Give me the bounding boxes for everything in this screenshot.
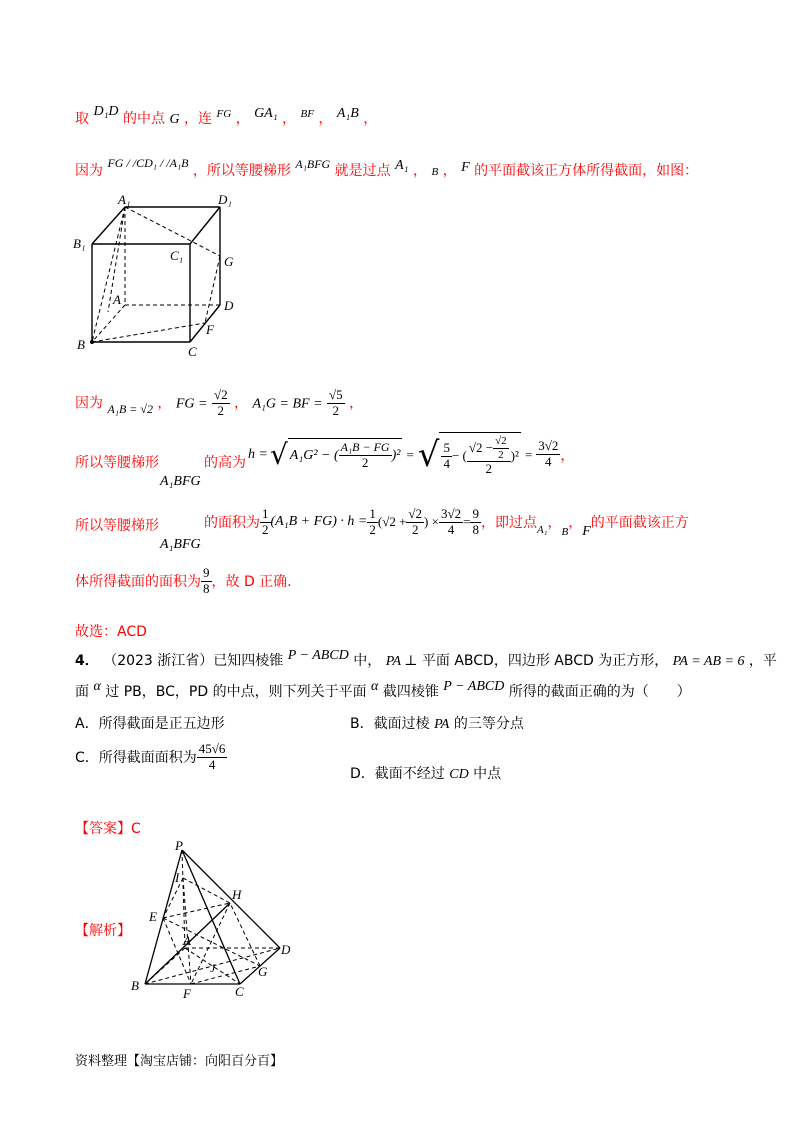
text: 所得的截面正确的为（ ） — [508, 684, 691, 700]
text: ， — [234, 395, 249, 412]
math-term: A₁G² − ( — [289, 448, 339, 464]
text: 中， — [353, 653, 382, 669]
denominator: 2 — [485, 461, 492, 477]
math-a1b: A₁B — [336, 106, 359, 121]
text: ， — [318, 111, 333, 127]
trapezoid-name — [160, 470, 201, 490]
frac-inner — [493, 435, 509, 461]
math-fg: FG — [216, 108, 232, 120]
label-j: J — [210, 961, 216, 975]
math-h: h = — [248, 446, 268, 462]
text: ， — [349, 395, 364, 412]
math-trapezoid: A₁BFG — [160, 474, 201, 489]
math-g: G — [169, 112, 180, 127]
math-pyramid: P − ABCD — [443, 679, 505, 694]
question-number: 4． — [75, 653, 99, 669]
math-parallel: FG / /CD₁ / /A₁B — [107, 156, 189, 170]
label-b: B — [77, 337, 85, 352]
analysis-tag: 【解析】 — [75, 923, 131, 939]
solution-line-2 — [75, 156, 699, 180]
denominator: 4 — [447, 521, 455, 537]
equals: = — [524, 446, 533, 462]
label-g: G — [258, 964, 268, 979]
text: ，连 — [184, 111, 213, 127]
label-i: I — [175, 870, 180, 885]
math-alpha: α — [371, 679, 379, 694]
sqrt-icon: √ — [417, 434, 440, 475]
label-c1: C₁ — [170, 248, 184, 263]
frac-3sqrt2-4 — [439, 507, 463, 538]
frac-result — [536, 439, 560, 470]
text: D．截面不经过 — [350, 766, 445, 782]
label-f: F — [183, 986, 191, 998]
math-term: = — [463, 514, 471, 530]
text: B．截面过棱 — [350, 716, 430, 732]
text: （2023 浙江省）已知四棱锥 — [103, 653, 284, 669]
text: ，故 D 正确. — [211, 574, 292, 591]
area-formula — [204, 507, 689, 538]
trapezoid-name-2 — [160, 533, 201, 553]
text: ， — [560, 447, 575, 464]
question-4-line-1 — [75, 650, 777, 670]
math-term: − ( — [451, 448, 467, 464]
math-a1: A₁ — [536, 524, 548, 537]
label-d1: D₁ — [218, 192, 232, 207]
text: 因为 — [75, 163, 103, 179]
numerator: 3√2 — [538, 438, 559, 454]
numerator: 5 — [443, 439, 450, 455]
frac-half-2 — [367, 507, 378, 538]
frac-nested — [467, 435, 511, 477]
label-p: P — [175, 838, 183, 853]
frac-half — [260, 507, 271, 538]
numerator — [467, 435, 511, 462]
math-a1: A₁ — [395, 158, 409, 173]
numerator: 9 — [203, 565, 210, 580]
frac-5-4 — [441, 441, 452, 472]
text: 所以等腰梯形 — [75, 455, 159, 471]
text: 体所得截面的面积为 — [75, 574, 201, 591]
text: 中点 — [473, 766, 502, 782]
text: ，即过点 — [480, 515, 537, 532]
label-a: A — [183, 933, 191, 948]
math-term: )² — [510, 448, 519, 464]
radicand-2 — [439, 432, 520, 477]
numerator: √2 — [213, 387, 228, 402]
numerator: 45√6 — [198, 741, 226, 756]
text: 因为 — [75, 395, 103, 412]
pyramid-figure — [125, 838, 300, 998]
denominator: 8 — [203, 580, 210, 596]
denominator: 4 — [443, 455, 450, 471]
label-c: C — [235, 984, 244, 998]
text: 的中点 — [123, 111, 165, 127]
text: 取 — [75, 111, 89, 127]
text: ，所以等腰梯形 — [192, 163, 291, 179]
numerator: 3√2 — [440, 506, 462, 521]
label-d: D — [281, 942, 291, 957]
text: C．所得截面面积为 — [75, 750, 197, 767]
label-h: H — [232, 887, 242, 902]
denominator: 2 — [332, 402, 340, 418]
text: ， — [363, 111, 378, 127]
math-trapezoid: A₁BFG — [295, 157, 331, 171]
label-b1: B₁ — [73, 236, 86, 251]
math-pa: PA — [434, 717, 450, 732]
math-pa-perp: PA ⊥ — [385, 654, 418, 669]
denominator: 2 — [217, 402, 224, 418]
denominator: 2 — [498, 448, 504, 461]
math-f: F — [461, 160, 470, 175]
math-f: F — [582, 524, 591, 540]
label-a: A — [113, 292, 121, 307]
numerator: 9 — [472, 506, 479, 521]
text: 的平面截该正方体所得截面，如图： — [474, 163, 699, 179]
math-pyramid: P − ABCD — [287, 648, 349, 663]
text: 就是过点 — [334, 163, 391, 179]
math-trapezoid: A₁BFG — [160, 537, 201, 552]
math-bf: BF — [300, 108, 314, 120]
frac-9-8 — [201, 566, 212, 597]
text: 的平面截该正方 — [590, 515, 689, 532]
denominator: 4 — [208, 756, 216, 772]
text: 的面积为 — [204, 515, 260, 532]
frac-diff — [339, 441, 392, 471]
text: ，平 — [748, 653, 777, 669]
denominator: 4 — [545, 454, 552, 470]
text: 所以等腰梯形 — [75, 518, 159, 534]
denominator: 2 — [361, 455, 369, 471]
option-d[interactable] — [350, 763, 501, 783]
denominator: 2 — [262, 521, 269, 537]
numerator: √2 — [495, 435, 507, 447]
answer-choice: 故选：ACD — [75, 624, 147, 640]
math-term: √2 − — [468, 439, 494, 455]
option-a[interactable]: A．所得截面是正五边形 — [75, 716, 225, 732]
text: 面 — [75, 684, 89, 700]
math-alpha: α — [93, 679, 101, 694]
solution-line-5 — [75, 515, 159, 535]
math-term: (√2 + — [377, 514, 407, 530]
text: ， — [235, 111, 250, 127]
frac-area — [197, 742, 228, 773]
text: ， — [412, 163, 427, 179]
solution-line-4b — [204, 452, 246, 472]
text: 平面 ABCD，四边形 ABCD 为正方形， — [421, 653, 669, 669]
frac-9-8 — [470, 507, 481, 538]
solution-line-1 — [75, 104, 378, 128]
equals: = — [406, 446, 414, 462]
option-b[interactable] — [350, 713, 524, 733]
text: 的高为 — [204, 455, 246, 471]
math-ga1: GA₁ — [254, 106, 278, 121]
label-e: E — [149, 909, 157, 924]
math-term: ) × — [424, 514, 439, 530]
math-b: B — [561, 526, 569, 539]
math-d1d: D₁D — [93, 104, 119, 119]
label-a1: A₁ — [118, 192, 131, 207]
option-c[interactable] — [75, 742, 227, 773]
text: ， — [568, 515, 583, 532]
numerator: √5 — [328, 387, 343, 402]
math-b: B — [431, 166, 439, 178]
question-4-line-2 — [75, 681, 691, 701]
denominator: 2 — [369, 521, 376, 537]
label-f: F — [206, 322, 214, 337]
solution-line-4 — [75, 452, 159, 472]
frac-a1g — [327, 388, 345, 419]
math-fg-eq: FG = — [175, 396, 208, 412]
frac-sqrt2-2 — [406, 507, 424, 538]
height-formula — [248, 432, 574, 477]
numerator: A₁B − FG — [340, 440, 390, 455]
math-pa-eq: PA = AB = 6 — [672, 654, 745, 669]
numerator: 1 — [369, 506, 376, 521]
text: ， — [442, 163, 457, 179]
answer-tag: 【答案】C — [75, 821, 141, 837]
radicand-1 — [288, 438, 403, 471]
numerator: 1 — [262, 506, 269, 521]
text: 过 PB，BC，PD 的中点，则下列关于平面 — [105, 684, 367, 700]
label-c: C — [188, 344, 197, 359]
solution-line-3 — [75, 388, 363, 419]
math-term: )² — [391, 448, 401, 464]
numerator: √2 — [408, 506, 423, 521]
cube-figure — [70, 192, 250, 362]
text: ， — [157, 395, 172, 412]
text: 截四棱锥 — [382, 684, 439, 700]
math-term: (A₁B + FG) · h = — [270, 514, 368, 530]
text: ， — [282, 111, 297, 127]
label-d: D — [224, 298, 234, 313]
frac-fg — [212, 388, 230, 419]
math-a1b-eq: A₁B = √2 — [107, 402, 153, 417]
text: ， — [547, 515, 562, 532]
denominator: 8 — [472, 521, 479, 537]
math-a1g-eq: A₁G = BF = — [252, 396, 323, 412]
text: 的三等分点 — [453, 716, 524, 732]
footer-note: 资料整理【淘宝店铺：向阳百分百】 — [75, 1054, 284, 1069]
label-b: B — [131, 978, 139, 993]
label-g: G — [224, 254, 234, 269]
solution-line-6 — [75, 566, 292, 597]
math-cd: CD — [449, 767, 469, 782]
sqrt-icon: √ — [269, 438, 288, 472]
denominator: 2 — [411, 521, 419, 537]
